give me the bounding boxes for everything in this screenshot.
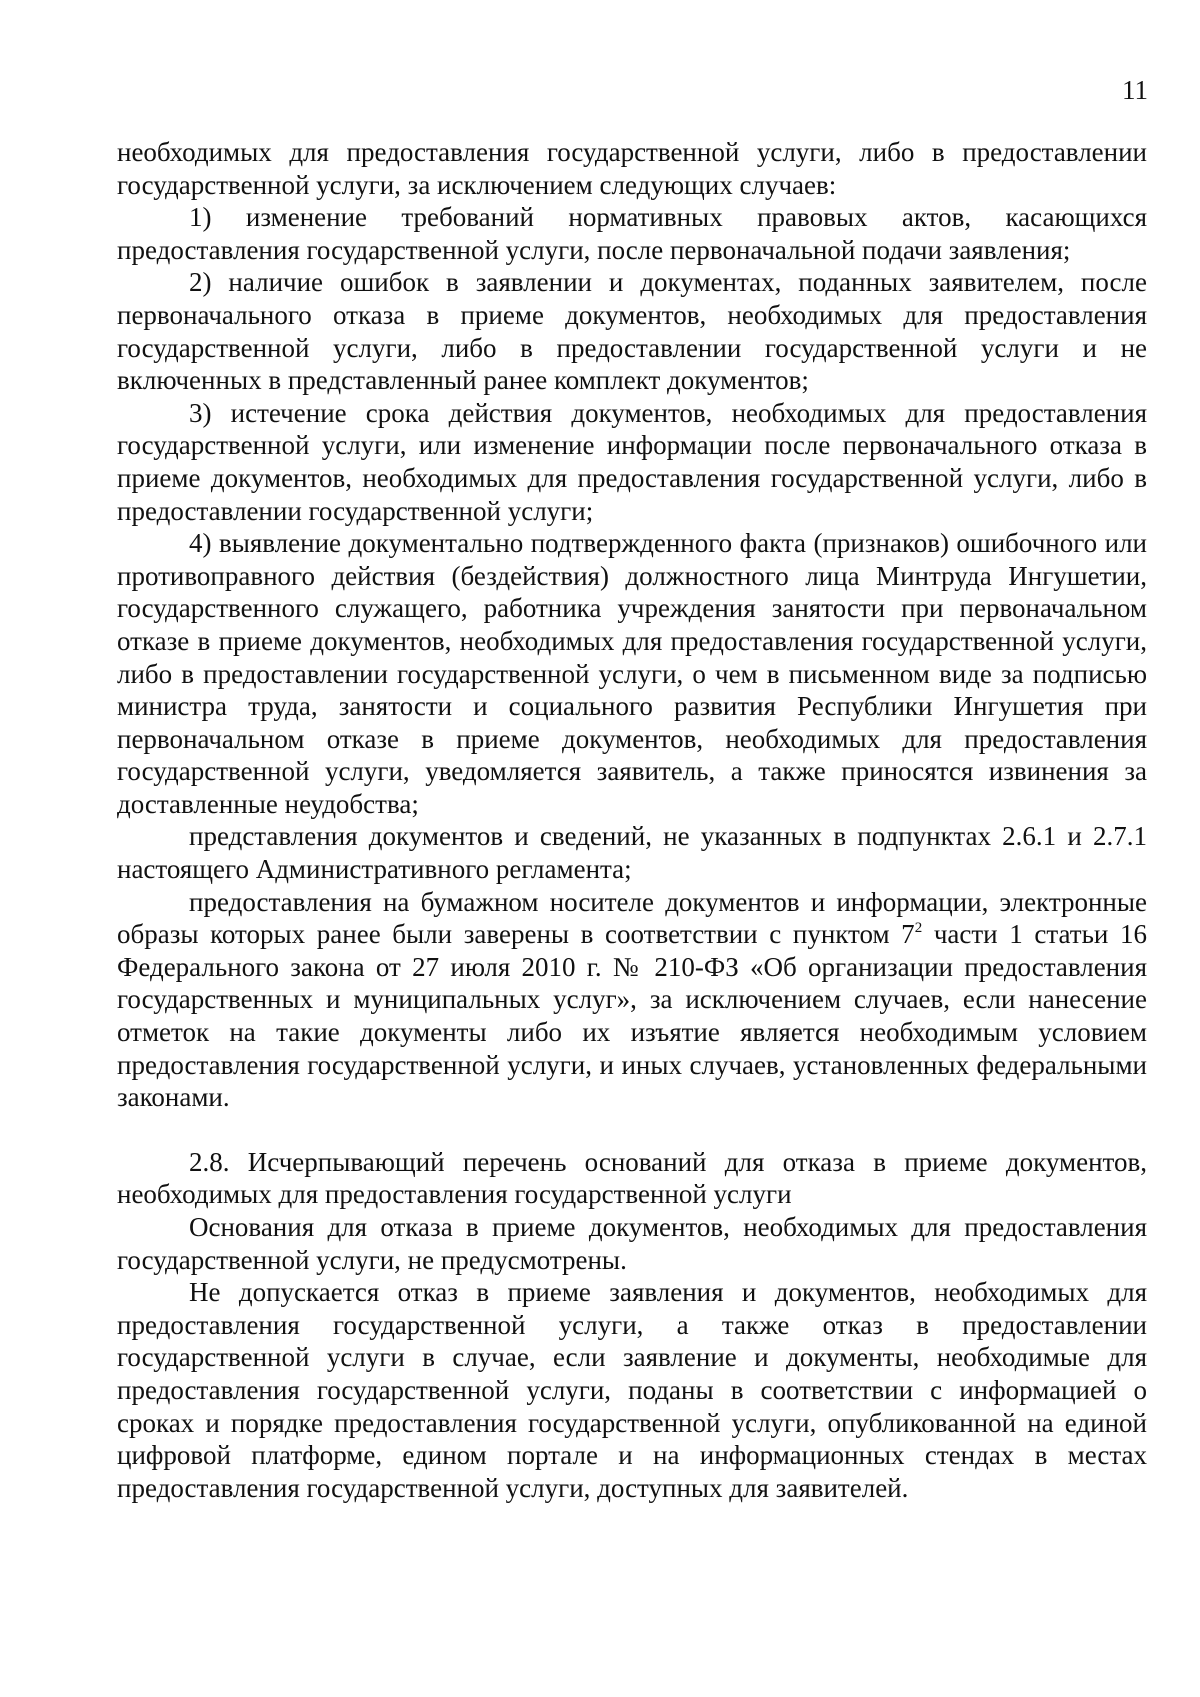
list-item-1: 1) изменение требований нормативных правовых актов, касающихся предоставления государственной услуги, после первоначальной подачи заявления;: [117, 202, 1147, 265]
document-body: [117, 136, 1147, 1504]
page-number: 11: [1122, 75, 1148, 105]
list-item-2: 2) наличие ошибок в заявлении и документах, поданных заявителем, после первоначального отказа в приеме документов, необходимых для предоставления государственной услуги, либо в предоставлении государственной услуги и не включенных в представленный ранее комплект документов;: [117, 267, 1147, 396]
paragraph: представления документов и сведений, не указанных в подпунктах 2.6.1 и 2.7.1 настоящего Административного регламента;: [117, 821, 1147, 885]
paragraph-text: предоставления на бумажном носителе документов и информации, электронные образы которых ранее были заверены в соответствии с пунктом 7: [117, 886, 1147, 950]
paragraph: Не допускается отказ в приеме заявления и документов, необходимых для предоставления государственной услуги, а также отказ в предоставлении государственной услуги в случае, если заявление и документы, необходимые для предоставления государственной услуги, поданы в соответствии с информацией о сроках и порядке предоставления государственной услуги, опубликованной на единой цифровой платформе, едином портале и на информационных стендах в местах предоставления государственной услуги, доступных для заявителей.: [117, 1277, 1147, 1503]
paragraph: Основания для отказа в приеме документов, необходимых для предоставления государственной услуги, не предусмотрены.: [117, 1212, 1147, 1275]
paragraph: необходимых для предоставления государственной услуги, либо в предоставлении государственной услуги, за исключением следующих случаев:: [117, 137, 1147, 200]
spacer: [117, 1114, 1147, 1146]
superscript: 2: [914, 920, 923, 937]
list-item-3: 3) истечение срока действия документов, необходимых для предоставления государственной услуги, или изменение информации после первоначального отказа в приеме документов, необходимых для предоставления государственной услуги, либо в предоставлении государственной услуги;: [117, 397, 1147, 526]
paragraph-text: части 1 статьи 16 Федерального закона от 27 июля 2010 г. № 210-ФЗ «Об организации предоставления государственных и муниципальных услуг», за исключением случаев, если нанесение отметок на такие документы либо их изъятие является необходимым условием предоставления государственной услуги, и иных случаев, установленных федеральными законами.: [117, 919, 1147, 1113]
paragraph-with-superscript: [117, 886, 1147, 1114]
section-heading: 2.8. Исчерпывающий перечень оснований для отказа в приеме документов, необходимых для предоставления государственной услуги: [117, 1146, 1147, 1210]
list-item-4: 4) выявление документально подтвержденного факта (признаков) ошибочного или противоправного действия (бездействия) должностного лица Минтруда Ингушетии, государственного служащего, работника учреждения занятости при первоначальном отказе в приеме документов, необходимых для предоставления государственной услуги, либо в предоставлении государственной услуги, о чем в письменном виде за подписью министра труда, занятости и социального развития Республики Ингушетия при первоначальном отказе в приеме документов, необходимых для предоставления государственной услуги, уведомляется заявитель, а также приносятся извинения за доставленные неудобства;: [117, 528, 1147, 819]
